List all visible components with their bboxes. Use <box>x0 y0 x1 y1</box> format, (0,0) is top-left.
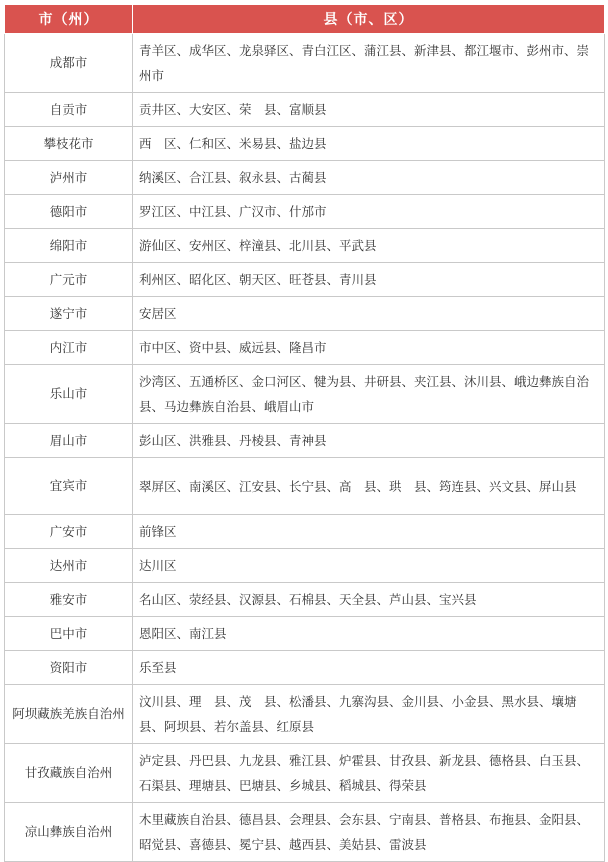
table-row <box>5 195 605 229</box>
city-cell: 自贡市 <box>5 93 133 127</box>
city-cell: 雅安市 <box>5 583 133 617</box>
counties-cell: 市中区、资中县、威远县、隆昌市 <box>133 331 605 365</box>
city-cell: 广安市 <box>5 515 133 549</box>
table-row <box>5 583 605 617</box>
table-row <box>5 803 605 862</box>
table-row <box>5 331 605 365</box>
counties-cell: 罗江区、中江县、广汉市、什邡市 <box>133 195 605 229</box>
counties-cell: 利州区、昭化区、朝天区、旺苍县、青川县 <box>133 263 605 297</box>
city-cell: 眉山市 <box>5 424 133 458</box>
city-cell: 凉山彝族自治州 <box>5 803 133 862</box>
table-row <box>5 458 605 515</box>
table-header-row <box>5 5 605 34</box>
counties-cell: 乐至县 <box>133 651 605 685</box>
counties-cell: 恩阳区、南江县 <box>133 617 605 651</box>
city-cell: 甘孜藏族自治州 <box>5 744 133 803</box>
counties-cell: 汶川县、理 县、茂 县、松潘县、九寨沟县、金川县、小金县、黑水县、壤塘县、阿坝县、若尔盖县、红原县 <box>133 685 605 744</box>
counties-cell: 名山区、荥经县、汉源县、石棉县、天全县、芦山县、宝兴县 <box>133 583 605 617</box>
table-row <box>5 515 605 549</box>
city-cell: 内江市 <box>5 331 133 365</box>
table-row <box>5 297 605 331</box>
counties-cell: 西 区、仁和区、米易县、盐边县 <box>133 127 605 161</box>
region-table <box>4 4 605 862</box>
counties-cell: 青羊区、成华区、龙泉驿区、青白江区、蒲江县、新津县、都江堰市、彭州市、崇州市 <box>133 34 605 93</box>
table-row <box>5 229 605 263</box>
city-cell: 阿坝藏族羌族自治州 <box>5 685 133 744</box>
counties-cell: 贡井区、大安区、荣 县、富顺县 <box>133 93 605 127</box>
counties-cell: 安居区 <box>133 297 605 331</box>
city-cell: 攀枝花市 <box>5 127 133 161</box>
counties-cell: 纳溪区、合江县、叙永县、古蔺县 <box>133 161 605 195</box>
counties-cell: 泸定县、丹巴县、九龙县、雅江县、炉霍县、甘孜县、新龙县、德格县、白玉县、石渠县、理塘县、巴塘县、乡城县、稻城县、得荣县 <box>133 744 605 803</box>
city-cell: 遂宁市 <box>5 297 133 331</box>
table-row <box>5 161 605 195</box>
city-cell: 德阳市 <box>5 195 133 229</box>
city-cell: 乐山市 <box>5 365 133 424</box>
counties-cell: 前锋区 <box>133 515 605 549</box>
counties-cell: 木里藏族自治县、德昌县、会理县、会东县、宁南县、普格县、布拖县、金阳县、昭觉县、喜德县、冕宁县、越西县、美姑县、雷波县 <box>133 803 605 862</box>
table-row <box>5 127 605 161</box>
counties-cell: 游仙区、安州区、梓潼县、北川县、平武县 <box>133 229 605 263</box>
counties-cell: 沙湾区、五通桥区、金口河区、犍为县、井研县、夹江县、沐川县、峨边彝族自治县、马边彝族自治县、峨眉山市 <box>133 365 605 424</box>
city-cell: 巴中市 <box>5 617 133 651</box>
city-cell: 宜宾市 <box>5 458 133 515</box>
counties-cell: 达川区 <box>133 549 605 583</box>
city-cell: 成都市 <box>5 34 133 93</box>
table-row <box>5 617 605 651</box>
table-row <box>5 651 605 685</box>
table-row <box>5 34 605 93</box>
table-row <box>5 365 605 424</box>
city-cell: 达州市 <box>5 549 133 583</box>
counties-cell: 翠屏区、南溪区、江安县、长宁县、高 县、珙 县、筠连县、兴文县、屏山县 <box>133 458 605 515</box>
city-cell: 广元市 <box>5 263 133 297</box>
header-counties: 县（市、区） <box>133 5 605 34</box>
table-row <box>5 424 605 458</box>
table-row <box>5 744 605 803</box>
city-cell: 资阳市 <box>5 651 133 685</box>
counties-cell: 彭山区、洪雅县、丹棱县、青神县 <box>133 424 605 458</box>
city-cell: 绵阳市 <box>5 229 133 263</box>
table-row <box>5 93 605 127</box>
table-row <box>5 549 605 583</box>
city-cell: 泸州市 <box>5 161 133 195</box>
table-row <box>5 685 605 744</box>
header-city: 市（州） <box>5 5 133 34</box>
table-row <box>5 263 605 297</box>
